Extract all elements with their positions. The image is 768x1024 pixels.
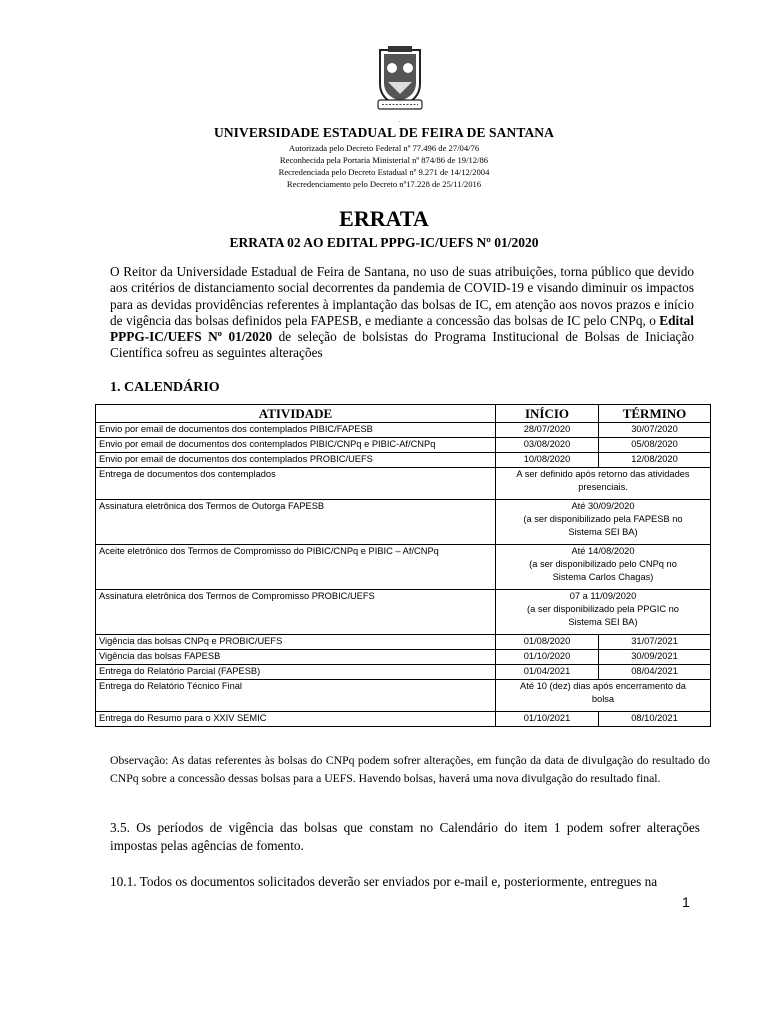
activity-cell: Vigência das bolsas FAPESB bbox=[96, 650, 496, 665]
merged-date-cell bbox=[496, 468, 711, 500]
start-cell: 01/04/2021 bbox=[496, 665, 599, 680]
activity-cell: Entrega do Relatório Parcial (FAPESB) bbox=[96, 665, 496, 680]
start-cell: 03/08/2020 bbox=[496, 438, 599, 453]
table-row bbox=[96, 423, 711, 438]
header-end: TÉRMINO bbox=[599, 405, 711, 423]
end-cell: 30/09/2021 bbox=[599, 650, 711, 665]
merged-line: bolsa bbox=[591, 694, 615, 704]
paragraph-3-5: 3.5. Os períodos de vigência das bolsas que constam no Calendário do item 1 podem sofrer alterações impostas pelas agências de fomento. bbox=[110, 820, 700, 853]
start-cell: 10/08/2020 bbox=[496, 453, 599, 468]
end-cell: 05/08/2020 bbox=[599, 438, 711, 453]
table-row bbox=[96, 438, 711, 453]
decree-line: Recredenciamento pelo Decreto nº17.228 de 25/11/2016 bbox=[286, 179, 482, 189]
calendar-table bbox=[95, 404, 711, 727]
activity-cell: Entrega do Relatório Técnico Final bbox=[96, 680, 496, 712]
merged-line: presenciais. bbox=[578, 482, 628, 492]
activity-cell: Assinatura eletrônica dos Termos de Outorga FAPESB bbox=[96, 500, 496, 545]
end-cell: 12/08/2020 bbox=[599, 453, 711, 468]
end-cell: 08/04/2021 bbox=[599, 665, 711, 680]
merged-line: Sistema Carlos Chagas) bbox=[552, 572, 654, 582]
activity-cell: Aceite eletrônico dos Termos de Compromisso do PIBIC/CNPq e PIBIC – Af/CNPq bbox=[96, 545, 496, 590]
start-cell: 01/08/2020 bbox=[496, 635, 599, 650]
section-title: 1. CALENDÁRIO bbox=[110, 380, 220, 395]
decree-line: Recredenciada pelo Decreto Estadual nº 9.271 de 14/12/2004 bbox=[278, 167, 490, 177]
table-row bbox=[96, 680, 711, 712]
page-number: 1 bbox=[682, 894, 690, 910]
document-subtitle: ERRATA 02 AO EDITAL PPPG-IC/UEFS Nº 01/2020 bbox=[229, 235, 539, 250]
end-cell: 31/07/2021 bbox=[599, 635, 711, 650]
merged-line: Sistema SEI BA) bbox=[568, 527, 638, 537]
table-row bbox=[96, 468, 711, 500]
table-header-row bbox=[96, 405, 711, 423]
table-row bbox=[96, 650, 711, 665]
observation-note: Observação: As datas referentes às bolsas do CNPq podem sofrer alterações, em função da data de divulgação do resultado do CNPq sobre a concessão dessas bolsas para a UEFS. Havendo bolsas, haverá uma nova divulgação do resultado final. bbox=[110, 754, 710, 785]
table-row bbox=[96, 712, 711, 727]
intro-text-end: de seleção de bolsistas do Programa Institucional de Bolsas de Iniciação Científica sofreu as seguintes alterações bbox=[110, 329, 694, 361]
merged-date-cell bbox=[496, 590, 711, 635]
seal-mark: . bbox=[399, 118, 401, 124]
activity-cell: Entrega do Resumo para o XXIV SEMIC bbox=[96, 712, 496, 727]
merged-line: A ser definido após retorno das atividades bbox=[516, 469, 690, 479]
table-row bbox=[96, 635, 711, 650]
start-cell: 28/07/2020 bbox=[496, 423, 599, 438]
start-cell: 01/10/2020 bbox=[496, 650, 599, 665]
merged-line: 07 a 11/09/2020 bbox=[569, 591, 637, 601]
university-name: UNIVERSIDADE ESTADUAL DE FEIRA DE SANTANA bbox=[213, 125, 555, 140]
end-cell: 08/10/2021 bbox=[599, 712, 711, 727]
edital-reference: Edital PPPG-IC/UEFS Nº 01/2020 bbox=[110, 312, 694, 345]
intro-text: O Reitor da Universidade Estadual de Feira de Santana, no uso de suas atribuições, torna público que devido aos critérios de distanciamento social decorrentes da pandemia de COVID-19 e visando diminuir os impactos para as devidas providências referentes à implantação das bolsas de IC, em atenção aos novos prazos e início de vigência das bolsas definidos pela FAPESB, e mediante a concessão das bolsas de IC pelo CNPq, o bbox=[110, 264, 694, 328]
activity-cell: Entrega de documentos dos contemplados bbox=[96, 468, 496, 500]
activity-cell: Envio por email de documentos dos contemplados PIBIC/CNPq e PIBIC-Af/CNPq bbox=[96, 438, 496, 453]
table-row bbox=[96, 590, 711, 635]
header-start: INÍCIO bbox=[496, 405, 599, 423]
merged-date-cell bbox=[496, 500, 711, 545]
activity-cell: Vigência das bolsas CNPq e PROBIC/UEFS bbox=[96, 635, 496, 650]
intro-paragraph bbox=[110, 264, 694, 362]
table-row bbox=[96, 545, 711, 590]
document-title: ERRATA bbox=[339, 206, 429, 231]
activity-cell: Envio por email de documentos dos contemplados PIBIC/FAPESB bbox=[96, 423, 496, 438]
end-cell: 30/07/2020 bbox=[599, 423, 711, 438]
merged-line: (a ser disponibilizado pela FAPESB no bbox=[523, 514, 683, 524]
header-activity: ATIVIDADE bbox=[96, 405, 496, 423]
merged-line: (a ser disponibilizado pelo CNPq no bbox=[529, 559, 677, 569]
table-row bbox=[96, 665, 711, 680]
activity-cell: Assinatura eletrônica dos Termos de Compromisso PROBIC/UEFS bbox=[96, 590, 496, 635]
decree-line: Reconhecida pela Portaria Ministerial nº 874/86 de 19/12/86 bbox=[279, 155, 489, 165]
merged-line: Até 14/08/2020 bbox=[571, 546, 635, 556]
table-row bbox=[96, 453, 711, 468]
merged-date-cell bbox=[496, 680, 711, 712]
activity-cell: Envio por email de documentos dos contemplados PROBIC/UEFS bbox=[96, 453, 496, 468]
merged-line: Até 30/09/2020 bbox=[571, 501, 635, 511]
university-seal-icon bbox=[372, 44, 428, 112]
decree-line: Autorizada pelo Decreto Federal nº 77.496 de 27/04/76 bbox=[288, 143, 480, 153]
merged-line: Até 10 (dez) dias após encerramento da bbox=[520, 681, 686, 691]
merged-date-cell bbox=[496, 545, 711, 590]
table-row bbox=[96, 500, 711, 545]
merged-line: (a ser disponibilizado pela PPGIC no bbox=[527, 604, 679, 614]
start-cell: 01/10/2021 bbox=[496, 712, 599, 727]
merged-line: Sistema SEI BA) bbox=[568, 617, 638, 627]
paragraph-10-1: 10.1. Todos os documentos solicitados deverão ser enviados por e-mail e, posteriormente, entregues na bbox=[110, 874, 658, 889]
